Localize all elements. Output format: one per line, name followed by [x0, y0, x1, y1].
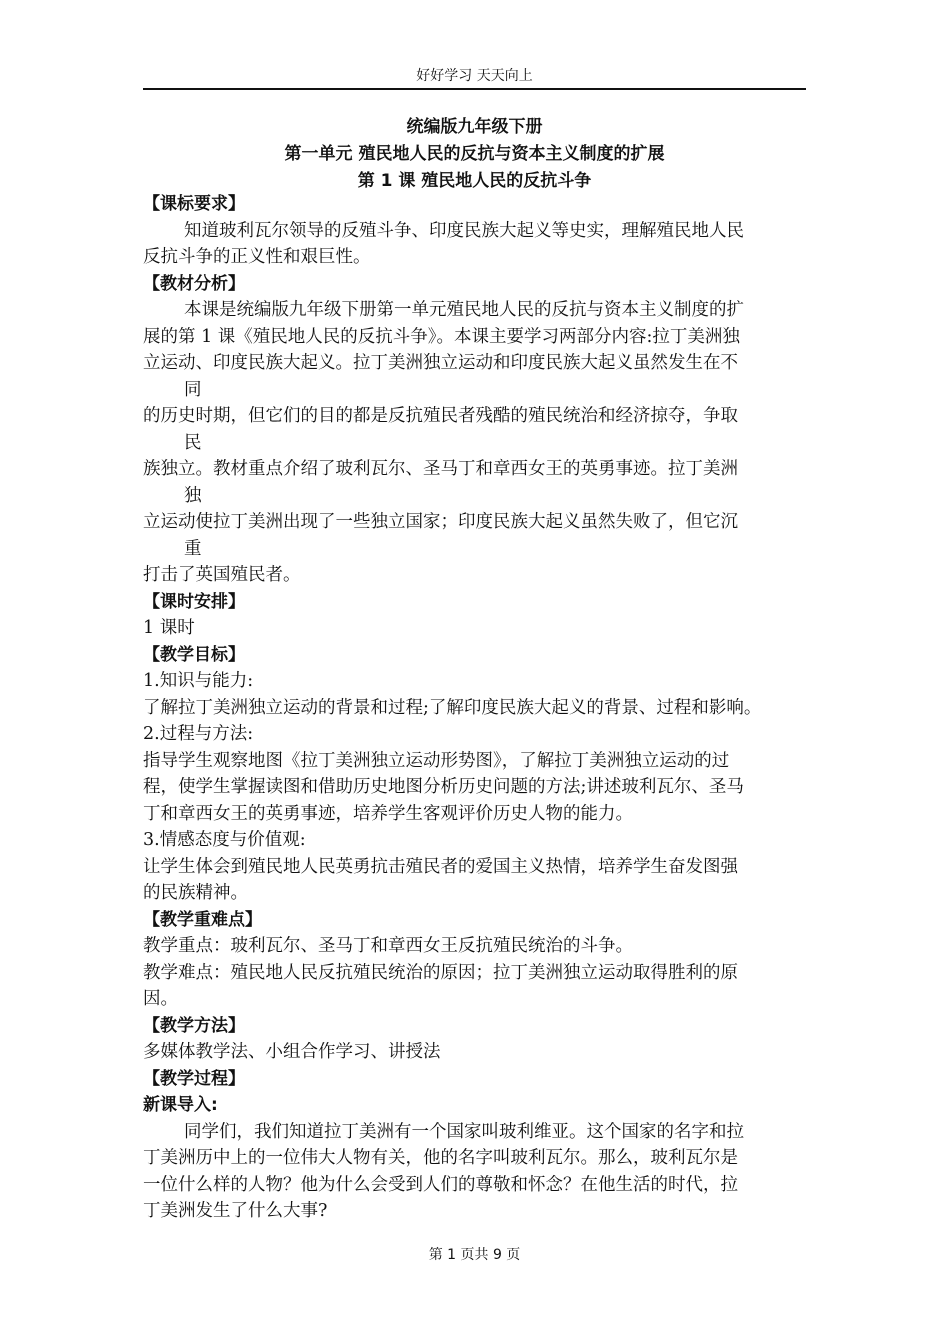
- paragraph-line: 知道玻利瓦尔领导的反殖斗争、印度民族大起义等史实，理解殖民地人民: [184, 220, 744, 241]
- section-heading-objectives: 【教学目标】: [143, 644, 245, 665]
- paragraph-line: 1.知识与能力:: [143, 671, 254, 691]
- section-heading-methods: 【教学方法】: [143, 1015, 245, 1036]
- section-heading-process: 【教学过程】: [143, 1068, 245, 1089]
- paragraph-line: 展的第 1 课《殖民地人民的反抗斗争》。本课主要学习两部分内容:拉丁美洲独: [143, 326, 740, 347]
- paragraph-line: 的历史时期，但它们的目的都是反抗殖民者残酷的殖民统治和经济掠夺，争取: [143, 406, 738, 426]
- paragraph-line: 丁美洲历中上的一位伟大人物有关，他的名字叫玻利瓦尔。那么，玻利瓦尔是: [143, 1148, 738, 1168]
- paragraph-line: 教学难点：殖民地人民反抗殖民统治的原因；拉丁美洲独立运动取得胜利的原: [143, 962, 738, 983]
- page-header: 好好学习 天天向上: [416, 68, 533, 84]
- subheading-introduction: 新课导入:: [143, 1095, 218, 1115]
- page-number: 第 1 页共 9 页: [428, 1247, 521, 1263]
- section-heading-schedule: 【课时安排】: [143, 591, 245, 612]
- unit-title: 第一单元 殖民地人民的反抗与资本主义制度的扩展: [284, 144, 665, 164]
- paragraph-line: 因。: [143, 989, 178, 1009]
- paragraph-line: 3.情感态度与价值观:: [143, 830, 306, 850]
- lesson-title: 第 1 课 殖民地人民的反抗斗争: [357, 171, 592, 191]
- paragraph-line: 一位什么样的人物？他为什么会受到人们的尊敬和怀念？在他生活的时代，拉: [143, 1174, 738, 1195]
- paragraph-line: 本课是统编版九年级下册第一单元殖民地人民的反抗与资本主义制度的扩: [184, 300, 744, 320]
- paragraph-line: 独: [184, 485, 202, 506]
- paragraph-line: 立运动使拉丁美洲出现了一些独立国家；印度民族大起义虽然失败了，但它沉: [143, 512, 738, 532]
- title-block: [143, 114, 806, 195]
- document-body: [143, 191, 815, 1225]
- paragraph-line: 打击了英国殖民者。: [143, 565, 301, 585]
- section-heading-key-points: 【教学重难点】: [143, 909, 262, 930]
- paragraph-line: 丁和章西女王的英勇事迹，培养学生客观评价历史人物的能力。: [143, 803, 633, 824]
- paragraph-line: 立运动、印度民族大起义。拉丁美洲独立运动和印度民族大起义虽然发生在不: [143, 353, 738, 373]
- paragraph-line: 反抗斗争的正义性和艰巨性。: [143, 247, 371, 267]
- paragraph-line: 让学生体会到殖民地人民英勇抗击殖民者的爱国主义热情，培养学生奋发图强: [143, 856, 738, 877]
- paragraph-line: 2.过程与方法:: [143, 724, 254, 744]
- paragraph-line: 了解拉丁美洲独立运动的背景和过程;了解印度民族大起义的背景、过程和影响。: [143, 697, 762, 718]
- paragraph-line: 1 课时: [143, 618, 195, 638]
- paragraph-line: 多媒体教学法、小组合作学习、讲授法: [143, 1042, 441, 1062]
- paragraph-line: 丁美洲发生了什么大事?: [143, 1201, 328, 1221]
- paragraph-line: 同: [184, 379, 202, 400]
- paragraph-line: 教学重点：玻利瓦尔、圣马丁和章西女王反抗殖民统治的斗争。: [143, 936, 633, 956]
- header-divider: [143, 88, 806, 90]
- section-heading-textbook-analysis: 【教材分析】: [143, 273, 245, 294]
- paragraph-line: 程，使学生掌握读图和借助历史地图分析历史问题的方法;讲述玻利瓦尔、圣马: [143, 777, 744, 797]
- paragraph-line: 的民族精神。: [143, 883, 248, 903]
- paragraph-line: 指导学生观察地图《拉丁美洲独立运动形势图》，了解拉丁美洲独立运动的过: [143, 750, 730, 771]
- section-heading-curriculum-standard: 【课标要求】: [143, 194, 245, 214]
- paragraph-line: 同学们，我们知道拉丁美洲有一个国家叫玻利维亚。这个国家的名字和拉: [184, 1121, 744, 1142]
- paragraph-line: 重: [184, 538, 202, 559]
- paragraph-line: 族独立。教材重点介绍了玻利瓦尔、圣马丁和章西女王的英勇事迹。拉丁美洲: [143, 459, 738, 479]
- book-title: 统编版九年级下册: [406, 117, 543, 137]
- paragraph-line: 民: [184, 432, 202, 453]
